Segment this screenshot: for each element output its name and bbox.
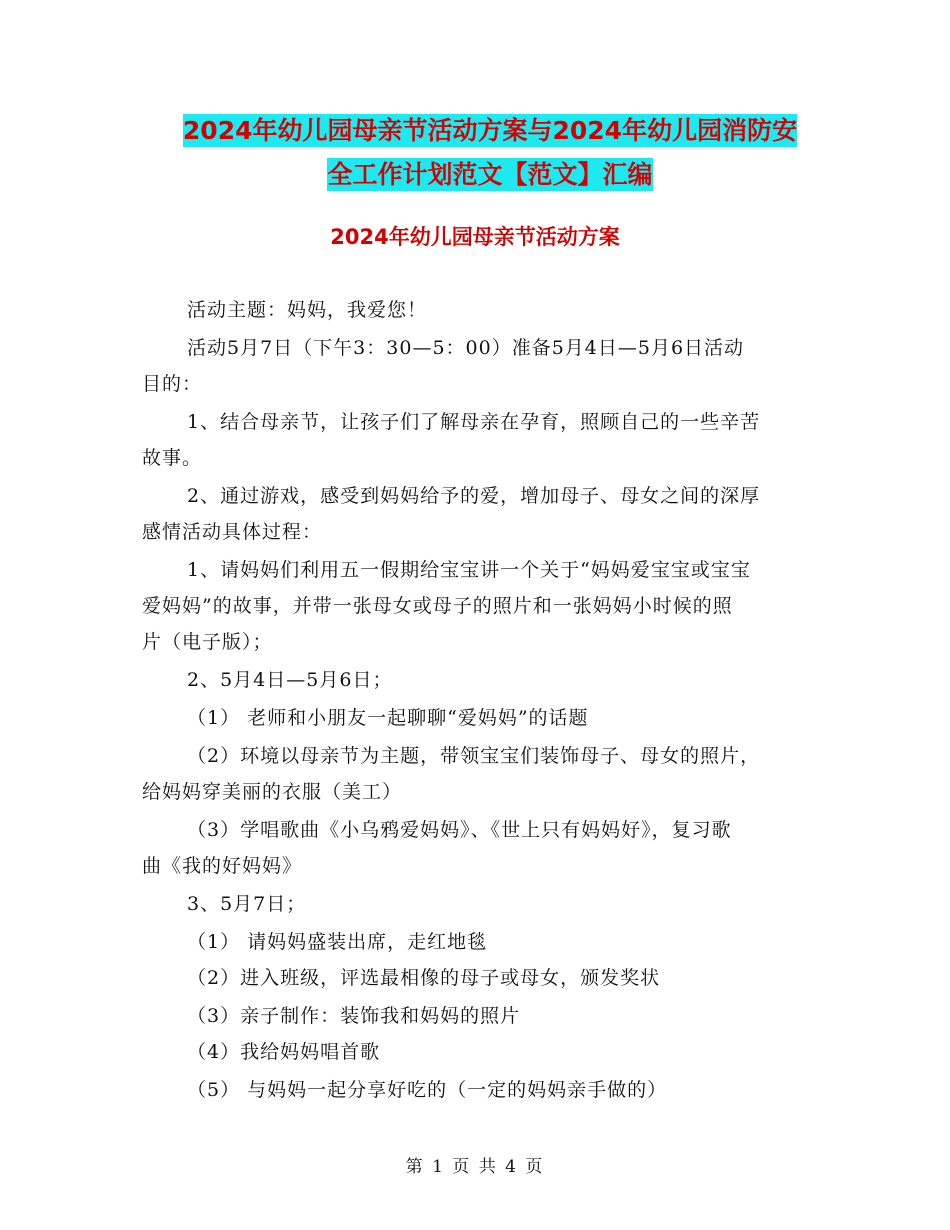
- paragraph-line: 2、5月4日—5月6日；: [187, 669, 393, 691]
- paragraph-line: （1） 老师和小朋友一起聊聊“爱妈妈”的话题: [187, 707, 589, 729]
- paragraph-line: （2）环境以母亲节为主题，带领宝宝们装饰母子、母女的照片，: [187, 745, 761, 767]
- paragraph-line: 故事。: [142, 447, 203, 469]
- section-title: 2024年幼儿园母亲节活动方案: [330, 225, 620, 249]
- document-title-line-1: 2024年幼儿园母亲节活动方案与2024年幼儿园消防安: [182, 116, 798, 145]
- paragraph-line: 曲《我的好妈妈》: [142, 855, 303, 877]
- paragraph-line: 2、通过游戏，感受到妈妈给予的爱，增加母子、母女之间的深厚: [187, 485, 761, 507]
- paragraph-line: 爱妈妈”的故事，并带一张母女或母子的照片和一张妈妈小时候的照: [142, 595, 733, 617]
- paragraph-line: （1） 请妈妈盛装出席，走红地毯: [187, 931, 488, 953]
- paragraph-line: 目的：: [142, 373, 203, 395]
- paragraph-line: 3、5月7日；: [187, 893, 307, 915]
- paragraph-line: 1、结合母亲节，让孩子们了解母亲在孕育，照顾自己的一些辛苦: [187, 411, 761, 433]
- paragraph-line: 1、请妈妈们利用五一假期给宝宝讲一个关于“妈妈爱宝宝或宝宝: [187, 559, 751, 581]
- paragraph-line: 给妈妈穿美丽的衣服（美工）: [142, 781, 403, 803]
- paragraph-line: （2）进入班级，评选最相像的母子或母女，颁发奖状: [187, 967, 661, 989]
- paragraph-line: 活动主题：妈妈，我爱您！: [187, 299, 428, 321]
- document-title-line-2: 全工作计划范文【范文】汇编: [327, 160, 653, 189]
- paragraph-line: 活动5月7日（下午3：30—5：00）准备5月4日—5月6日活动: [187, 337, 745, 359]
- page-footer: 第 1 页 共 4 页: [405, 1157, 545, 1177]
- paragraph-line: （3）亲子制作：装饰我和妈妈的照片: [187, 1005, 521, 1027]
- paragraph-line: （5） 与妈妈一起分享好吃的（一定的妈妈亲手做的）: [187, 1079, 668, 1101]
- paragraph-line: 感情活动具体过程：: [142, 521, 323, 543]
- paragraph-line: 片（电子版）；: [142, 631, 273, 653]
- paragraph-line: （3）学唱歌曲《小乌鸦爱妈妈》、《世上只有妈妈好》，复习歌: [187, 819, 732, 841]
- paragraph-line: （4）我给妈妈唱首歌: [187, 1041, 381, 1063]
